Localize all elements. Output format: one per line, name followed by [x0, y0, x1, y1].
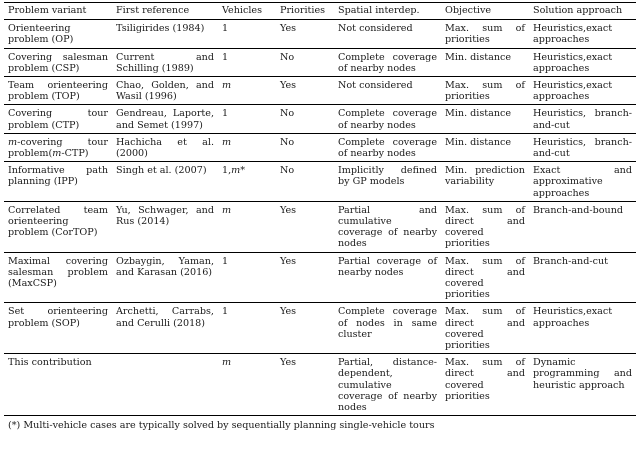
header-spatial-interdep: Spatial interdep.	[334, 3, 441, 20]
row-first-reference: Hachicha et al. (2000)	[112, 133, 218, 161]
row-first-reference	[112, 354, 218, 416]
table-row	[4, 252, 636, 303]
row-vehicles: m	[218, 354, 276, 416]
row-objective: Max. sum of priorities	[441, 20, 529, 48]
row-vehicles: 1	[218, 252, 276, 303]
table-row	[4, 105, 636, 133]
row-vehicles: 1	[218, 48, 276, 76]
comparison-table	[4, 2, 636, 416]
row-vehicles: 1	[218, 105, 276, 133]
table-row	[4, 48, 636, 76]
row-spatial-interdep: Complete coverage of nearby nodes	[334, 133, 441, 161]
row-solution-approach: Heuristics,exact approaches	[529, 20, 636, 48]
row-first-reference: Ozbaygin, Yaman, and Karasan (2016)	[112, 252, 218, 303]
row-first-reference: Yu, Schwager, and Rus (2014)	[112, 201, 218, 252]
row-vehicles: m	[218, 133, 276, 161]
row-spatial-interdep: Partial coverage of nearby nodes	[334, 252, 441, 303]
row-solution-approach: Dynamic programming and heuristic approach	[529, 354, 636, 416]
table-body	[4, 20, 636, 416]
row-solution-approach: Heuristics,exact approaches	[529, 303, 636, 354]
table-row	[4, 303, 636, 354]
row-first-reference: Gendreau, Laporte, and Semet (1997)	[112, 105, 218, 133]
row-priorities: No	[276, 133, 334, 161]
header-priorities: Priorities	[276, 3, 334, 20]
row-spatial-interdep: Complete coverage of nodes in same cluster	[334, 303, 441, 354]
row-objective: Max. sum of direct and covered priorities	[441, 201, 529, 252]
row-problem-variant: Covering tour problem (CTP)	[4, 105, 112, 133]
row-vehicles: 1	[218, 303, 276, 354]
row-priorities: Yes	[276, 252, 334, 303]
row-spatial-interdep: Complete coverage of nearby nodes	[334, 48, 441, 76]
row-vehicles: 1	[218, 20, 276, 48]
header-vehicles: Vehicles	[218, 3, 276, 20]
row-first-reference: Singh et al. (2007)	[112, 162, 218, 202]
row-spatial-interdep: Implicitly defined by GP models	[334, 162, 441, 202]
row-priorities: Yes	[276, 20, 334, 48]
row-priorities: Yes	[276, 354, 334, 416]
row-spatial-interdep: Partial, distance-dependent, cumulative coverage of nearby nodes	[334, 354, 441, 416]
row-vehicles: 1,m*	[218, 162, 276, 202]
row-problem-variant: Maximal covering salesman problem (MaxCSP)	[4, 252, 112, 303]
table-row	[4, 354, 636, 416]
table-row	[4, 77, 636, 105]
row-problem-variant: Informative path planning (IPP)	[4, 162, 112, 202]
row-solution-approach: Branch-and-bound	[529, 201, 636, 252]
comparison-table-container	[4, 2, 636, 431]
row-solution-approach: Heuristics,exact approaches	[529, 77, 636, 105]
row-problem-variant: Team orienteering problem (TOP)	[4, 77, 112, 105]
row-first-reference: Archetti, Carrabs, and Cerulli (2018)	[112, 303, 218, 354]
row-problem-variant: Set orienteering problem (SOP)	[4, 303, 112, 354]
row-objective: Max. sum of direct and covered priorities	[441, 303, 529, 354]
row-priorities: Yes	[276, 77, 334, 105]
row-priorities: No	[276, 162, 334, 202]
row-first-reference: Current and Schilling (1989)	[112, 48, 218, 76]
row-spatial-interdep: Not considered	[334, 20, 441, 48]
row-objective: Min. prediction variability	[441, 162, 529, 202]
row-solution-approach: Heuristics,exact approaches	[529, 48, 636, 76]
row-vehicles: m	[218, 77, 276, 105]
row-priorities: Yes	[276, 303, 334, 354]
row-problem-variant: Covering salesman problem (CSP)	[4, 48, 112, 76]
row-priorities: Yes	[276, 201, 334, 252]
footnote: (*) Multi-vehicle cases are typically solved by sequentially planning single-vehicle tours	[8, 420, 435, 432]
row-objective: Min. distance	[441, 48, 529, 76]
row-objective: Min. distance	[441, 133, 529, 161]
row-priorities: No	[276, 48, 334, 76]
header-first-reference: First reference	[112, 3, 218, 20]
row-objective: Max. sum of priorities	[441, 77, 529, 105]
row-objective: Min. distance	[441, 105, 529, 133]
row-solution-approach: Exact and approximative approaches	[529, 162, 636, 202]
row-first-reference: Chao, Golden, and Wasil (1996)	[112, 77, 218, 105]
row-solution-approach: Heuristics, branch-and-cut	[529, 133, 636, 161]
table-row	[4, 201, 636, 252]
row-problem-variant: Orienteering problem (OP)	[4, 20, 112, 48]
row-problem-variant: This contribution	[4, 354, 112, 416]
row-priorities: No	[276, 105, 334, 133]
row-solution-approach: Branch-and-cut	[529, 252, 636, 303]
row-vehicles: m	[218, 201, 276, 252]
table-row	[4, 20, 636, 48]
row-problem-variant: Correlated team orienteering problem (CorTOP)	[4, 201, 112, 252]
table-row	[4, 133, 636, 161]
row-first-reference: Tsiligirides (1984)	[112, 20, 218, 48]
row-objective: Max. sum of direct and covered priorities	[441, 252, 529, 303]
header-row	[4, 3, 636, 20]
header-problem-variant: Problem variant	[4, 3, 112, 20]
table-row	[4, 162, 636, 202]
row-spatial-interdep: Partial and cumulative coverage of nearby nodes	[334, 201, 441, 252]
row-solution-approach: Heuristics, branch-and-cut	[529, 105, 636, 133]
row-spatial-interdep: Not considered	[334, 77, 441, 105]
row-spatial-interdep: Complete coverage of nearby nodes	[334, 105, 441, 133]
row-objective: Max. sum of direct and covered priorities	[441, 354, 529, 416]
row-problem-variant: m-covering tour problem(m-CTP)	[4, 133, 112, 161]
header-solution-approach: Solution approach	[529, 3, 636, 20]
header-objective: Objective	[441, 3, 529, 20]
